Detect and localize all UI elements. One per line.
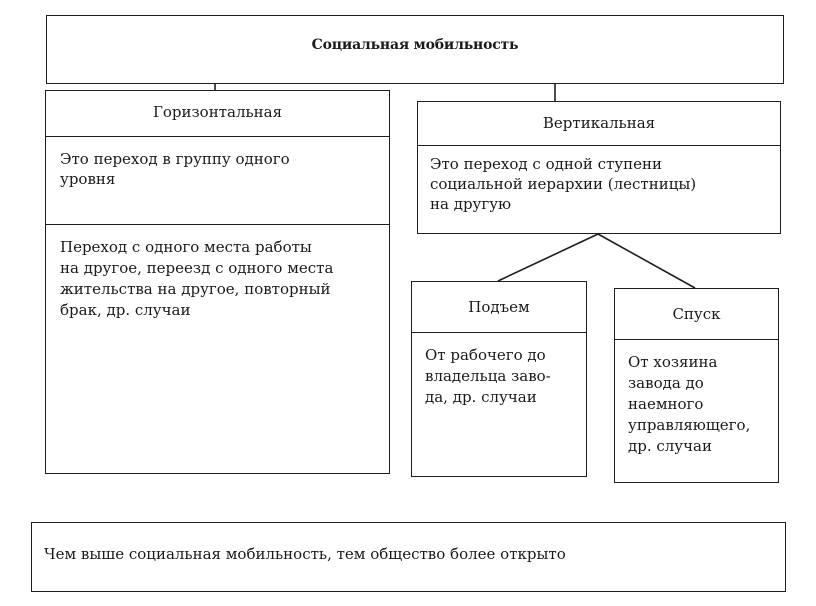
vertical-label: Вертикальная [542, 114, 656, 132]
horizontal-definition-cell [46, 137, 389, 225]
horizontal-mobility-box [45, 90, 390, 474]
title-box [46, 15, 784, 84]
descent-examples-cell [615, 340, 778, 482]
rise-examples: От рабочего до владельца заво- да, др. случаи [425, 346, 551, 406]
diagram-title: Социальная мобильность [311, 37, 519, 53]
connector-vertical-to-descent [598, 234, 695, 288]
conclusion-box [31, 522, 786, 592]
connector-vertical-to-rise [498, 234, 598, 281]
horizontal-header-cell [46, 91, 389, 137]
vertical-header-cell [418, 102, 780, 146]
descent-header-cell [615, 289, 778, 340]
rise-label: Подъем [468, 298, 530, 316]
descent-examples: От хозяина завода до наемного управляющего, др. случаи [628, 353, 751, 455]
vertical-definition: Это переход с одной ступени социальной иерархии (лестницы) на другую [430, 155, 697, 213]
horizontal-label: Горизонтальная [152, 103, 283, 121]
horizontal-examples-cell [46, 225, 389, 473]
horizontal-examples: Переход с одного места работы на другое, переезд с одного места жительства на другое, повторный брак, др. случаи [60, 238, 334, 319]
rise-examples-cell [412, 333, 586, 476]
horizontal-definition: Это переход в группу одного уровня [60, 150, 290, 188]
conclusion-text: Чем выше социальная мобильность, тем общество более открыто [44, 545, 566, 563]
rise-box [411, 281, 587, 477]
rise-header-cell [412, 282, 586, 333]
vertical-definition-cell [418, 146, 780, 233]
descent-label: Спуск [672, 305, 721, 323]
descent-box [614, 288, 779, 483]
vertical-mobility-box [417, 101, 781, 234]
